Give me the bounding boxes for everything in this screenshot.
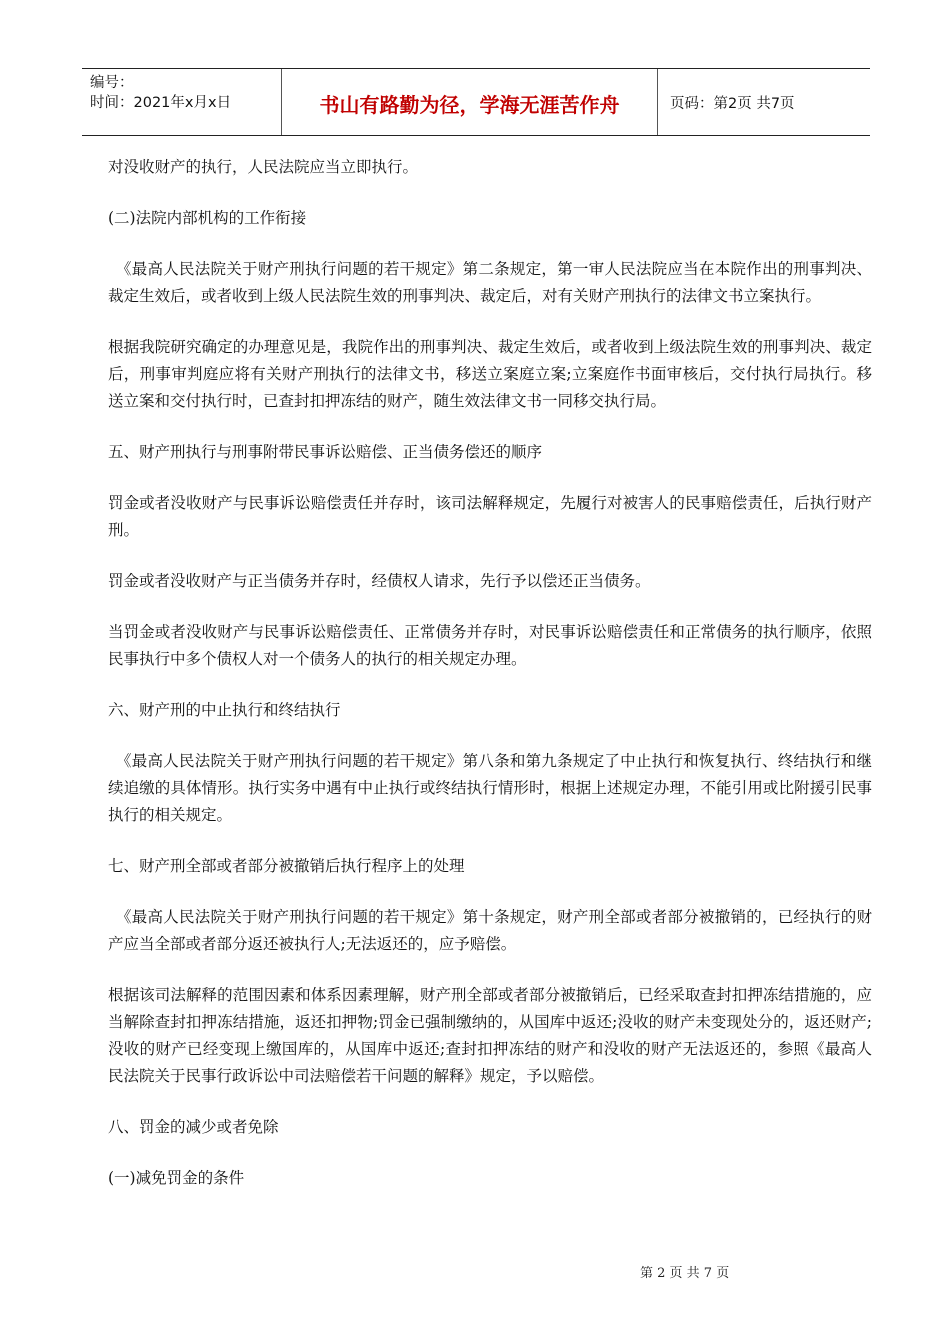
paragraph: 《最高人民法院关于财产刑执行问题的若干规定》第十条规定，财产刑全部或者部分被撤销的，已经执行的财产应当全部或者部分返还被执行人;无法返还的，应予赔偿。 xyxy=(108,908,872,953)
document-number-label: 编号： xyxy=(90,75,134,91)
header-page-number: 页码：第2页 共7页 xyxy=(670,95,795,112)
section-heading: 八、罚金的减少或者免除 xyxy=(108,1118,279,1136)
section-heading: 五、财产刑执行与刑事附带民事诉讼赔偿、正当债务偿还的顺序 xyxy=(108,443,543,461)
paragraph: 罚金或者没收财产与正当债务并存时，经债权人请求，先行予以偿还正当债务。 xyxy=(108,572,651,590)
paragraph: 根据我院研究确定的办理意见是，我院作出的刑事判决、裁定生效后，或者收到上级法院生效的刑事判决、裁定后，刑事审判庭应将有关财产刑执行的法律文书，移送立案庭立案;立案庭作书面审核后，交付执行局执行。移送立案和交付执行时，已查封扣押冻结的财产，随生效法律文书一同移交执行局。 xyxy=(108,338,872,410)
section-heading: (二)法院内部机构的工作衔接 xyxy=(108,209,307,227)
header-meta xyxy=(82,69,282,135)
paragraph: 对没收财产的执行，人民法院应当立即执行。 xyxy=(108,158,419,176)
page-header xyxy=(82,68,870,136)
paragraph: 当罚金或者没收财产与民事诉讼赔偿责任、正常债务并存时，对民事诉讼赔偿责任和正常债务的执行顺序，依照民事执行中多个债权人对一个债务人的执行的相关规定办理。 xyxy=(108,623,872,668)
section-heading: 七、财产刑全部或者部分被撤销后执行程序上的处理 xyxy=(108,857,465,875)
document-body xyxy=(108,154,872,1192)
paragraph: 罚金或者没收财产与民事诉讼赔偿责任并存时，该司法解释规定，先履行对被害人的民事赔偿责任，后执行财产刑。 xyxy=(108,494,872,539)
header-motto: 书山有路勤为径，学海无涯苦作舟 xyxy=(282,69,658,135)
page-footer: 第 2 页 共 7 页 xyxy=(640,1266,730,1281)
section-heading: (一)减免罚金的条件 xyxy=(108,1169,245,1187)
paragraph: 《最高人民法院关于财产刑执行问题的若干规定》第二条规定，第一审人民法院应当在本院作出的刑事判决、裁定生效后，或者收到上级人民法院生效的刑事判决、裁定后，对有关财产刑执行的法律文书立案执行。 xyxy=(108,260,872,305)
section-heading: 六、财产刑的中止执行和终结执行 xyxy=(108,701,341,719)
paragraph: 根据该司法解释的范围因素和体系因素理解，财产刑全部或者部分被撤销后，已经采取查封扣押冻结措施的，应当解除查封扣押冻结措施，返还扣押物;罚金已强制缴纳的，从国库中返还;没收的财产未变现处分的，返还财产;没收的财产已经变现上缴国库的，从国库中返还;查封扣押冻结的财产和没收的财产无法返还的，参照《最高人民法院关于民事行政诉讼中司法赔偿若干问题的解释》规定，予以赔偿。 xyxy=(108,986,872,1085)
document-time-label: 时间：2021年x月x日 xyxy=(90,95,232,111)
paragraph: 《最高人民法院关于财产刑执行问题的若干规定》第八条和第九条规定了中止执行和恢复执行、终结执行和继续追缴的具体情形。执行实务中遇有中止执行或终结执行情形时，根据上述规定办理，不能引用或比附援引民事执行的相关规定。 xyxy=(108,752,872,824)
